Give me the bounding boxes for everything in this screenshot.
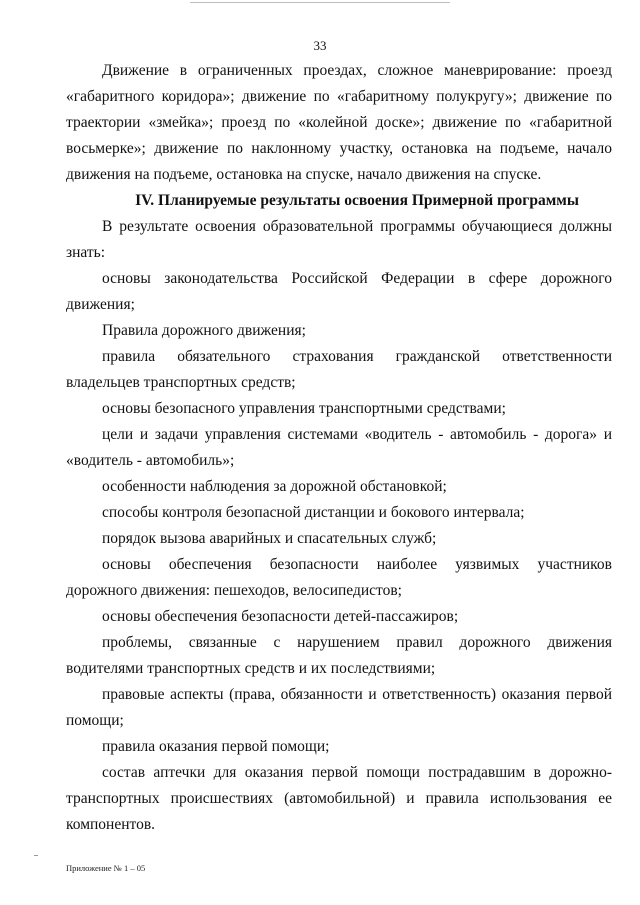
document-body bbox=[66, 58, 612, 838]
list-item: основы обеспечения безопасности детей-пассажиров; bbox=[102, 608, 459, 625]
list-item: состав аптечки для оказания первой помощи пострадавшим в дорожно-транспортных происшествиях (автомобильной) и правила использования ее компонентов. bbox=[66, 764, 612, 833]
paragraph-intro: В результате освоения образовательной программы обучающиеся должны знать: bbox=[66, 218, 612, 261]
list-item: порядок вызова аварийных и спасательных служб; bbox=[102, 530, 437, 547]
section-heading: IV. Планируемые результаты освоения Примерной программы bbox=[135, 192, 579, 209]
list-item: способы контроля безопасной дистанции и бокового интервала; bbox=[102, 504, 525, 521]
list-item: основы обеспечения безопасности наиболее уязвимых участников дорожного движения: пешеходов, велосипедистов; bbox=[66, 556, 612, 599]
list-item: особенности наблюдения за дорожной обстановкой; bbox=[102, 478, 447, 495]
list-item: проблемы, связанные с нарушением правил дорожного движения водителями транспортных средств и их последствиями; bbox=[66, 634, 612, 677]
list-item: цели и задачи управления системами «водитель - автомобиль - дорога» и «водитель - автомобиль»; bbox=[66, 426, 612, 469]
list-item: Правила дорожного движения; bbox=[102, 322, 306, 339]
list-item: правила оказания первой помощи; bbox=[102, 738, 330, 755]
paragraph-driving-exercises: Движение в ограниченных проездах, сложное маневрирование: проезд «габаритного коридора»; движение по «габаритному полукругу»; движение по траектории «змейка»; проезд по «колейной доске»; движение по «габаритной восьмерке»; движение по наклонному участку, остановка на подъеме, начало движения на подъеме, остановка на спуске, начало движения на спуске. bbox=[66, 62, 612, 183]
scan-mark bbox=[34, 855, 38, 856]
footer-annex-label: Приложение № 1 – 05 bbox=[66, 863, 146, 873]
list-item: основы законодательства Российской Федерации в сфере дорожного движения; bbox=[66, 270, 612, 313]
page-number: 33 bbox=[313, 38, 327, 53]
list-item: правила обязательного страхования гражданской ответственности владельцев транспортных средств; bbox=[66, 348, 612, 391]
list-item: основы безопасного управления транспортными средствами; bbox=[102, 400, 506, 417]
top-edge-line bbox=[190, 2, 450, 3]
list-item: правовые аспекты (права, обязанности и ответственность) оказания первой помощи; bbox=[66, 686, 612, 729]
